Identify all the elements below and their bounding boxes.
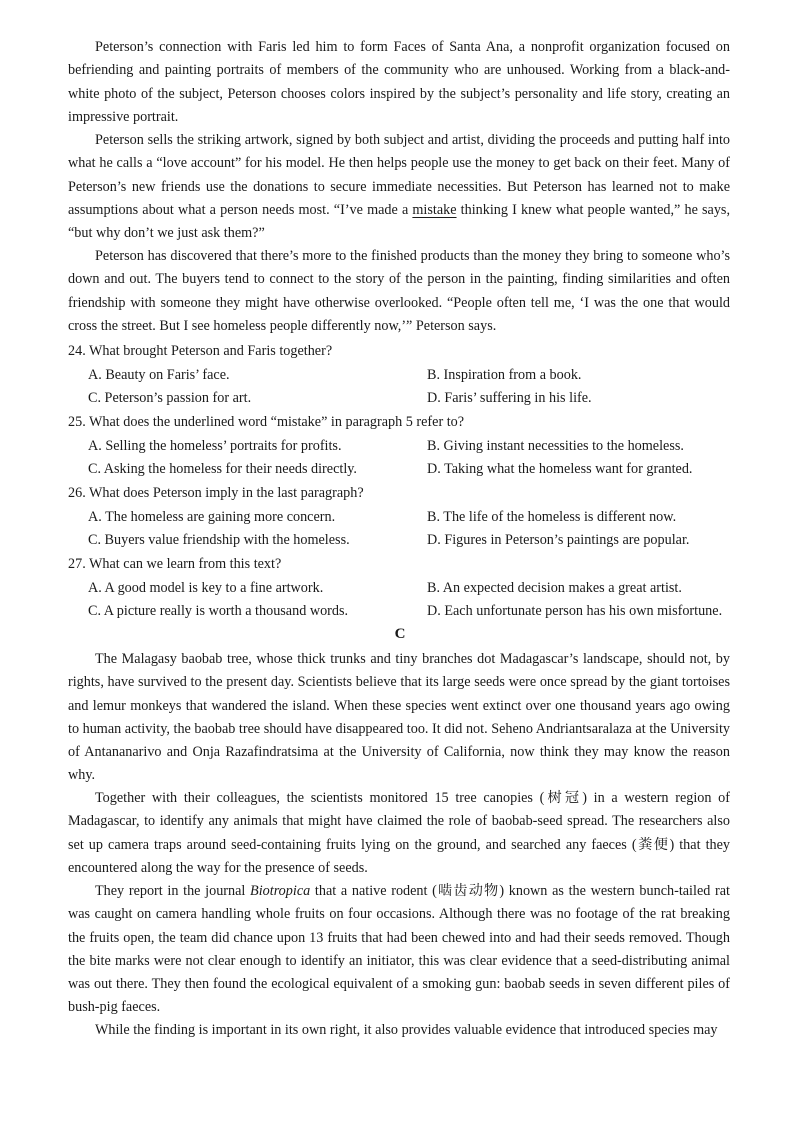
- question-25-option-c[interactable]: C. Asking the homeless for their needs directly.: [88, 461, 357, 477]
- section-c-paragraph-3-text-b: that a native rodent (啮齿动物) known as the western bunch-tailed rat was caught on camera handling whole fruits on four occasions. Although there was no footage of the rat breaking the fruits open, the team did chance upon 13 fruits that had been chewed into and had their seeds removed. Though the bite marks were not clear enough to identify an initiator, this was clear evidence that a seed-distributing animal was out there. They then found the ecological equivalent of a smoking gun: baobab seeds in seven different piles of bush-pig faeces.: [68, 883, 730, 1016]
- section-c-paragraph-3: [68, 880, 730, 1020]
- section-c-paragraph-4-text: While the finding is important in its own right, it also provides valuable evidence that introduced species may: [95, 1022, 718, 1038]
- question-25-option-a[interactable]: A. Selling the homeless’ portraits for profits.: [88, 438, 342, 454]
- section-heading: C: [394, 626, 406, 642]
- paragraph-4-text: Peterson’s connection with Faris led him to form Faces of Santa Ana, a nonprofit organization focused on befriending and painting portraits of members of the community who are unhoused. Working from a black-and-white photo of the subject, Peterson chooses colors inspired by the subject’s personality and life story, creating an impressive portrait.: [68, 39, 730, 125]
- question-24-option-a[interactable]: A. Beauty on Faris’ face.: [88, 367, 230, 383]
- question-27-option-c[interactable]: C. A picture really is worth a thousand words.: [88, 603, 349, 619]
- section-c-paragraph-2: [68, 787, 730, 880]
- section-c-paragraph-3-text-a: They report in the journal: [95, 883, 251, 899]
- section-c-paragraph-3-text: [68, 880, 730, 1020]
- section-c-paragraph-2-text: Together with their colleagues, the scientists monitored 15 tree canopies (树冠) in a western region of Madagascar, to identify any animals that might have claimed the role of baobab-seed spread. The researchers also set up camera traps around seed-containing fruits lying on the ground, and searched any faeces (粪便) that they encountered along the way for the presence of seeds.: [68, 790, 730, 876]
- paragraph-5-text-b: thinking I knew what people wanted,” he says, “but why don’t we just ask them?”: [68, 201, 730, 242]
- paragraph-4: [68, 36, 730, 129]
- paragraph-5-text-a: Peterson sells the striking artwork, signed by both subject and artist, dividing the proceeds and putting half into what he calls a “love account” for his model. He then helps people use the money to get back on their feet. Many of Peterson’s new friends use the donations to secure immediate necessities. But Peterson has learned not to make assumptions about what a person needs most. “I’ve made a: [68, 132, 730, 218]
- question-25-option-b[interactable]: B. Giving instant necessities to the homeless.: [427, 438, 684, 454]
- question-24-option-c[interactable]: C. Peterson’s passion for art.: [88, 390, 252, 406]
- paragraph-5-text: [68, 129, 730, 245]
- question-24-stem: 24. What brought Peterson and Faris together?: [68, 343, 333, 359]
- question-26-option-c[interactable]: C. Buyers value friendship with the homeless.: [88, 532, 350, 548]
- question-26-option-b[interactable]: B. The life of the homeless is different now.: [427, 509, 677, 525]
- question-27-stem: 27. What can we learn from this text?: [68, 556, 282, 572]
- question-26-stem: 26. What does Peterson imply in the last paragraph?: [68, 485, 364, 501]
- section-c-paragraph-4: [68, 1019, 730, 1042]
- question-27-option-d[interactable]: D. Each unfortunate person has his own misfortune.: [427, 603, 723, 619]
- question-27-option-b[interactable]: B. An expected decision makes a great artist.: [427, 580, 682, 596]
- section-c-paragraph-1: [68, 648, 730, 788]
- journal-name: Biotropica: [250, 883, 311, 899]
- underlined-word-mistake: mistake: [412, 201, 457, 218]
- section-c-paragraph-1-text: The Malagasy baobab tree, whose thick trunks and tiny branches dot Madagascar’s landscape, should not, by rights, have survived to the present day. Scientists believe that its large seeds were once spread by the giant tortoises and lemur monkeys that wandered the island. When these species went extinct over one thousand years ago owing to human activity, the baobab tree should have disappeared too. It did not. Seheno Andriantsaralaza at the University of Antananarivo and Onja Razafindratsima at the University of California, now think they may know the reason why.: [68, 651, 730, 784]
- paragraph-6-text: Peterson has discovered that there’s more to the finished products than the money they bring to someone who’s down and out. The buyers tend to connect to the story of the person in the painting, finding similarities and often friendship with someone they might have otherwise overlooked. “People often tell me, ‘I was the one that would cross the street. But I see homeless people differently now,’” Peterson says.: [68, 248, 730, 334]
- question-25-stem-text: 25. What does the underlined word “mistake” in paragraph 5 refer to?: [68, 414, 465, 430]
- question-25-option-d[interactable]: D. Taking what the homeless want for granted.: [427, 461, 693, 477]
- question-26-option-d[interactable]: D. Figures in Peterson’s paintings are popular.: [427, 532, 690, 548]
- question-27-option-a[interactable]: A. A good model is key to a fine artwork.: [88, 580, 324, 596]
- question-25-stem: [68, 412, 464, 432]
- question-26-option-a[interactable]: A. The homeless are gaining more concern.: [88, 509, 336, 525]
- paragraph-6: [68, 245, 730, 338]
- paragraph-5: [68, 129, 730, 245]
- question-24-option-d[interactable]: D. Faris’ suffering in his life.: [427, 390, 592, 406]
- question-24-option-b[interactable]: B. Inspiration from a book.: [427, 367, 582, 383]
